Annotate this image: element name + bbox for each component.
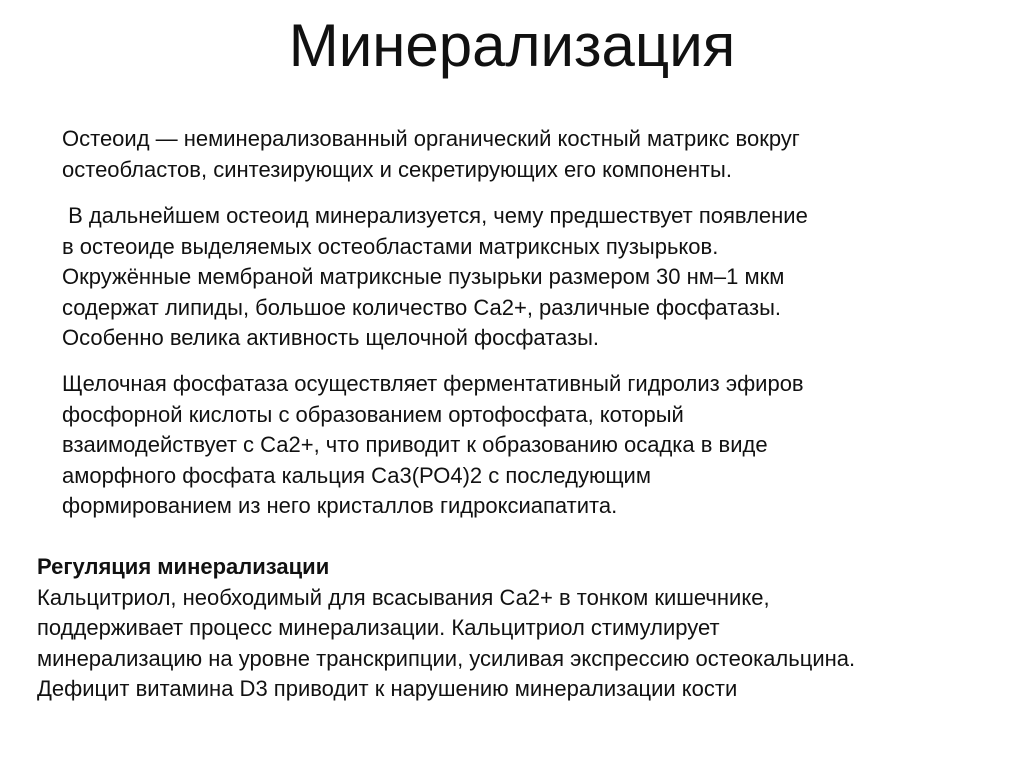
text-line: минерализацию на уровне транскрипции, усиливая экспрессию остеокальцина. (37, 645, 856, 671)
text-line: остеобластов, синтезирующих и секретирующих его компоненты. (62, 156, 732, 182)
text-line: Остеоид — неминерализованный органический костный матрикс вокруг (62, 126, 800, 151)
text-line: Щелочная фосфатаза осуществляет ферментативный гидролиз эфиров (62, 371, 804, 396)
text-line: формированием из него кристаллов гидроксиапатита. (62, 493, 618, 518)
text-line: Кальцитриол, необходимый для всасывания Са2+ в тонком кишечнике, (37, 584, 770, 610)
paragraph-osteoid (62, 124, 962, 185)
text-line: аморфного фосфата кальция Са3(РО4)2 с последующим (62, 462, 651, 488)
text-line: взаимодействует с Са2+, что приводит к образованию осадка в виде (62, 432, 768, 457)
text-line: содержат липиды, большое количество Са2+, различные фосфатазы. (62, 294, 782, 320)
regulation-heading: Регуляция минерализации (37, 554, 330, 579)
text-line: Окружённые мембраной матриксные пузырьки размером 30 нм–1 мкм (62, 264, 785, 289)
text-line: Дефицит витамина D3 приводит к нарушению минерализации кости (37, 676, 738, 701)
paragraph-matrix-vesicles (62, 201, 962, 354)
text-line: поддерживает процесс минерализации. Кальцитриол стимулирует (37, 615, 720, 640)
text-line: В дальнейшем остеоид минерализуется, чему предшествует появление (62, 203, 808, 228)
slide-title: Минерализация (288, 12, 736, 79)
text-line: в остеоиде выделяемых остеобластами матриксных пузырьков. (62, 233, 719, 259)
paragraph-alkaline-phosphatase (62, 369, 962, 522)
regulation-section (37, 552, 1007, 705)
text-line: Особенно велика активность щелочной фосфатазы. (62, 325, 600, 350)
text-line: фосфорной кислоты с образованием ортофосфата, который (62, 401, 684, 427)
